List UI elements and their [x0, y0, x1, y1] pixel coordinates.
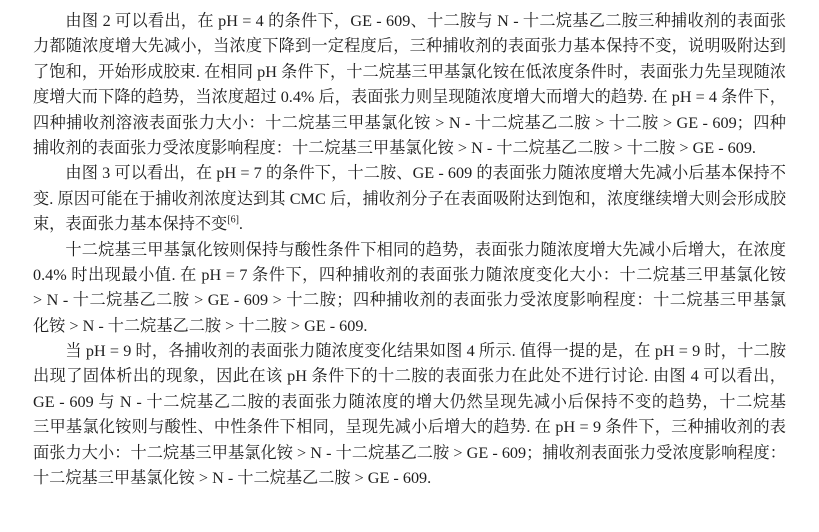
text-line: 四种捕收剂溶液表面张力大小：十二烷基三甲基氯化铵 > N - 十二烷基乙二胺 > 十二胺 > GE - 609；四种 — [33, 113, 786, 132]
paragraph-ph7-part2 — [33, 238, 786, 340]
line-text: 束，表面张力基本保持不变 — [33, 215, 228, 234]
text-line: 力都随浓度增大先减小，当浓度下降到一定程度后，三种捕收剂的表面张力基本保持不变，说明吸附达到 — [33, 37, 786, 56]
text-line: > N - 十二烷基乙二胺 > GE - 609 > 十二胺；四种捕收剂的表面张力受浓度影响程度：十二烷基三甲基氯 — [33, 291, 786, 310]
text-line: 由图 3 可以看出，在 pH = 7 的条件下，十二胺、GE - 609 的表面张力随浓度增大先减小后基本保持不 — [65, 164, 786, 183]
text-line: 出现了固体析出的现象，因此在该 pH 条件下的十二胺的表面张力在此处不进行讨论. 由图 4 可以看出， — [33, 367, 786, 386]
reference-marker: [6] — [227, 214, 239, 226]
text-line — [33, 212, 786, 237]
text-line: 当 pH = 9 时，各捕收剂的表面张力随浓度变化结果如图 4 所示. 值得一提的是，在 pH = 9 时，十二胺 — [65, 342, 786, 361]
line-text: . — [238, 215, 243, 234]
text-line: 化铵 > N - 十二烷基乙二胺 > 十二胺 > GE - 609. — [33, 316, 368, 335]
text-line: 面张力大小：十二烷基三甲基氯化铵 > N - 十二烷基乙二胺 > GE - 609；捕收剂表面张力受浓度影响程度： — [33, 443, 786, 462]
text-line: 变. 原因可能在于捕收剂浓度达到其 CMC 后，捕收剂分子在表面吸附达到饱和，浓度继续增大则会形成胶 — [33, 189, 786, 208]
paragraph-ph9 — [33, 339, 786, 491]
text-line: 了饱和，开始形成胶束. 在相同 pH 条件下，十二烷基三甲基氯化铵在低浓度条件时，表面张力先呈现随浓 — [33, 62, 786, 81]
text-line: 三甲基氯化铵则与酸性、中性条件下相同，呈现先减小后增大的趋势. 在 pH = 9 条件下，三种捕收剂的表 — [33, 418, 786, 437]
text-line: GE - 609 与 N - 十二烷基乙二胺的表面张力随浓度的增大仍然呈现先减小后保持不变的趋势，十二烷基 — [33, 392, 786, 411]
text-line: 捕收剂的表面张力受浓度影响程度：十二烷基三甲基氯化铵 > N - 十二烷基乙二胺 > 十二胺 > GE - 609. — [33, 138, 756, 157]
text-line: 十二烷基三甲基氯化铵 > N - 十二烷基乙二胺 > GE - 609. — [33, 469, 432, 488]
text-line: 由图 2 可以看出，在 pH = 4 的条件下，GE - 609、十二胺与 N - 十二烷基乙二胺三种捕收剂的表面张 — [65, 12, 786, 30]
paragraph-ph7-part1 — [33, 161, 786, 237]
text-line: 十二烷基三甲基氯化铵则保持与酸性条件下相同的趋势，表面张力随浓度增大先减小后增大，在浓度 — [65, 240, 786, 259]
paragraph-ph4 — [33, 9, 786, 161]
document-body — [33, 9, 786, 491]
text-line: 0.4% 时出现最小值. 在 pH = 7 条件下，四种捕收剂的表面张力随浓度变化大小：十二烷基三甲基氯化铵 — [33, 265, 786, 284]
text-line: 度增大而下降的趋势，当浓度超过 0.4% 后，表面张力则呈现随浓度增大而增大的趋势. 在 pH = 4 条件下， — [33, 88, 786, 107]
